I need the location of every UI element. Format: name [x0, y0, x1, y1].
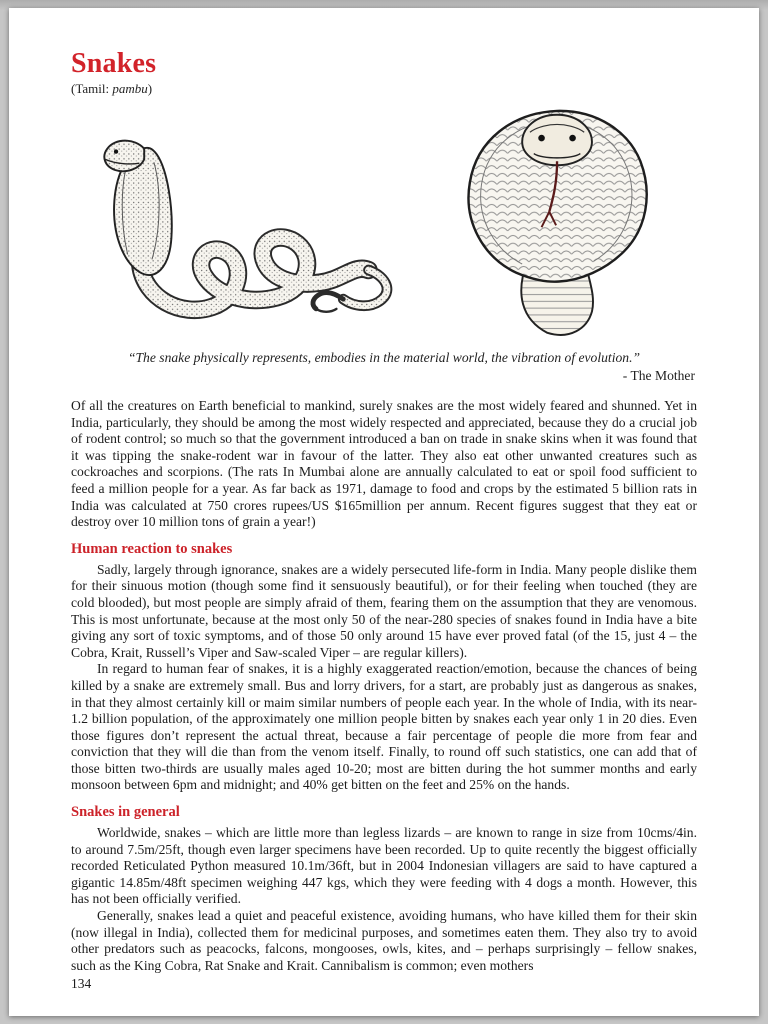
subtitle-suffix: ): [147, 81, 153, 96]
cobra-body-coils: [140, 237, 387, 311]
epigraph-quote: “The snake physically represents, embodies in the material world, the vibration of evolution.”: [127, 350, 641, 365]
paragraph: In regard to human fear of snakes, it is a highly exaggerated reaction/emotion, because the chances of being killed by a snake are extremely small. Bus and lorry drivers, for a start, are probably just as dangerous as snakes, in that they almost certainly kill or maim similar numbers of people each year. In the whole of India, with its near-1.2 billion population, of the approximately one million people bitten by snakes each year only 1 in 20 dies. Even those figures don’t represent the actual threat, because a fair percentage of people die more from fear and conviction that they will die than from the venom itself. Finally, to round off such statistics, one can add that of those bitten two-thirds are usually males aged 10-20; most are bitten during the hot summer months and early monsoon between 6pm and midnight; and 40% get bitten on the feet and 25% on the hands.: [71, 661, 697, 793]
paragraph: Worldwide, snakes – which are little more than legless lizards – are known to range in size from 10cms/4in. to around 7.5m/25ft, though even larger specimens have been recorded. Up to quite recently the biggest officially recorded Reticulated Python measured 10.1m/36ft, but in 2004 Indonesian villagers are said to have captured a gigantic 14.85m/48ft specimen weighing 447 kgs, which they were feeding with 4 dogs a month. However, this has not been officially verified.: [71, 825, 697, 907]
page-number: 134: [71, 976, 92, 991]
figure-row: [71, 99, 697, 343]
section-heading-human-reaction: Human reaction to snakes: [71, 540, 233, 557]
cobra-left-eye: [538, 135, 545, 142]
subtitle-prefix: (Tamil:: [71, 81, 113, 96]
intro-paragraph: Of all the creatures on Earth beneficial to mankind, surely snakes are the most widely feared and shunned. Yet in India, particularly, they should be among the most widely respected and appreciated, because they do a crucial job of rodent control; so much so that the government introduced a ban on trade in snake skins when it was found that it was tipping the snake-rodent war in favour of the latter. They also eat other unwanted creatures such as cockroaches and scorpions. (The rats In Mumbai alone are annually calculated to eat or spoil food sufficient to feed a million people for a year. As far back as 1971, damage to food and crops by the estimated 5 billion rats in India was calculated at 750 crores rupees/US $165million per annum. Recent figures suggest that they eat or destroy over 10 million tons of grain a year!): [71, 398, 697, 530]
document-page: [9, 8, 759, 1016]
paragraph: Sadly, largely through ignorance, snakes are a widely persecuted life-form in India. Many people dislike them for their sinuous motion (though some find it sensuously beautiful), or for their feeling when touched (they are cold blooded), but most people are simply afraid of them, fearing them on the assumption that they are venomous. This is most unfortunate, because at the most only 50 of the near-280 species of snakes found in India have a bite giving any sort of toxic symptoms, and of those 50 only around 15 have ever proved fatal (of the 15, just 4 – the Cobra, Krait, Russell’s Viper and Saw-scaled Viper – are regular killers).: [71, 561, 697, 660]
cobra-eye: [113, 149, 117, 153]
page-subtitle: [71, 80, 697, 97]
subtitle-tamil-word: pambu: [112, 81, 148, 96]
page-title: Snakes: [71, 48, 157, 79]
body-text: [71, 398, 697, 974]
epigraph-attribution: - The Mother: [622, 368, 695, 383]
cobra-side-illustration: [84, 133, 419, 342]
paragraph: Generally, snakes lead a quiet and peaceful existence, avoiding humans, who have killed them for their skin (now illegal in India), collected them for medicinal purposes, and sometimes eaten them. They also try to avoid other predators such as peacocks, falcons, mongooses, owls, kites, and – perhaps surprisingly – fellow snakes, such as the King Cobra, Rat Snake and Krait. Cannibalism is common; even mothers: [71, 908, 697, 973]
cobra-head: [104, 141, 144, 172]
section-heading-snakes-in-general: Snakes in general: [71, 804, 180, 821]
cobra-right-eye: [569, 135, 576, 142]
cobra-front-illustration: [433, 99, 685, 337]
